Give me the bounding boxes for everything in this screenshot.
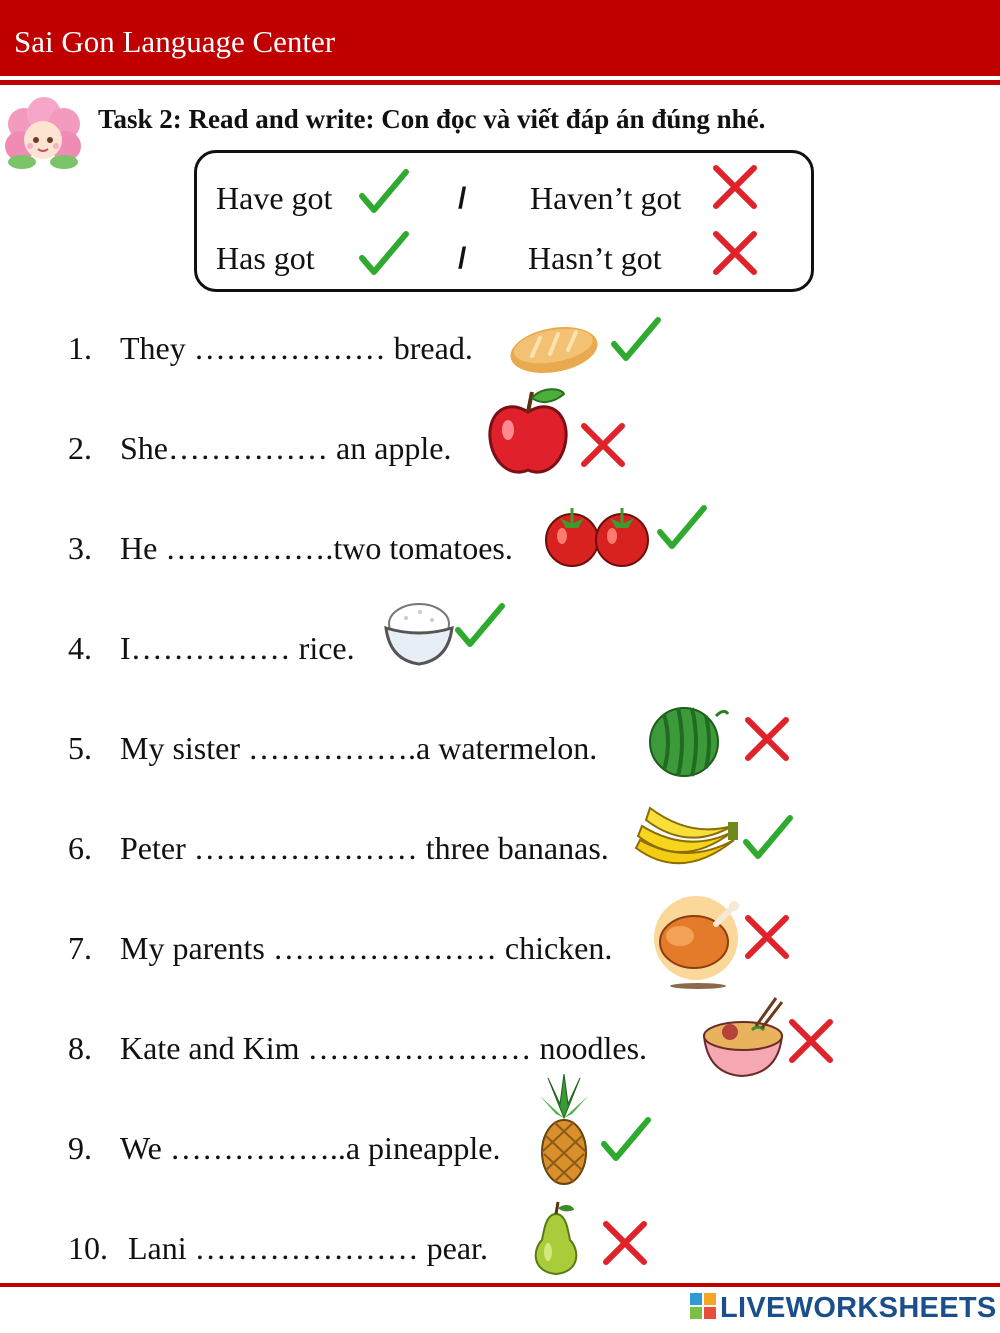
bread-icon [506,320,602,378]
question-text: My sister …………….a watermelon. [120,730,598,766]
cross-icon [710,228,760,278]
question-item [68,430,452,467]
question-text: Lani ………………… pear. [120,1230,488,1266]
cross-icon [786,1016,836,1066]
task-title: Task 2: Read and write: Con đọc và viết đáp án đúng nhé. [98,104,766,134]
question-number: 3. [68,530,92,566]
bananas-icon [632,796,742,878]
check-icon [742,812,794,862]
cross-icon [742,912,792,962]
question-item [68,730,597,767]
question-text: She…………… an apple. [120,430,452,466]
roast-chicken-icon [652,894,744,990]
liveworksheets-logo-icon [690,1293,716,1321]
noodles-icon [700,996,786,1082]
question-text: We ……………..a pineapple. [120,1130,501,1166]
question-text: My parents ………………… chicken. [120,930,613,966]
watermelon-icon [644,702,734,778]
question-number: 8. [68,1030,92,1066]
legend-separator: / [458,182,467,215]
question-item [68,1030,647,1067]
question-item [68,830,609,867]
question-number: 7. [68,930,92,966]
liveworksheets-wordmark: LIVEWORKSHEETS [720,1292,997,1324]
check-icon [600,1114,652,1164]
check-icon [454,600,506,650]
question-text: Kate and Kim ………………… noodles. [120,1030,648,1066]
question-item [68,630,355,667]
flower-mascot-icon [2,96,84,174]
check-icon [610,314,662,364]
question-number: 6. [68,830,92,866]
question-item [68,1230,488,1267]
question-text: They ……………… bread. [120,330,473,366]
question-number: 4. [68,630,92,666]
question-number: 9. [68,1130,92,1166]
question-number: 2. [68,430,92,466]
question-text: I…………… rice. [120,630,355,666]
cross-icon [600,1218,650,1268]
legend-separator: / [458,242,467,275]
question-item [68,330,473,367]
check-icon [656,502,708,552]
header-title: Sai Gon Language Center [14,24,336,59]
tomatoes-icon [542,500,652,568]
question-number: 5. [68,730,92,766]
pineapple-icon [534,1074,594,1186]
question-text: He …………….two tomatoes. [120,530,513,566]
apple-icon [486,384,570,478]
rice-bowl-icon [382,598,456,668]
legend-hasnt-got: Hasn’t got [528,240,662,276]
cross-icon [710,162,760,212]
header-divider [0,80,1000,85]
liveworksheets-logo [690,1292,997,1328]
legend-has-got: Has got [216,240,315,276]
question-number: 10. [68,1230,108,1266]
question-text: Peter ………………… three bananas. [120,830,609,866]
check-icon [358,228,410,278]
legend-havent-got: Haven’t got [530,180,682,216]
header-bar [0,0,1000,76]
cross-icon [742,714,792,764]
footer-divider [0,1283,1000,1287]
question-item [68,1130,500,1167]
pear-icon [528,1200,584,1276]
question-item [68,530,513,567]
question-item [68,930,612,967]
check-icon [358,166,410,216]
cross-icon [578,420,628,470]
question-number: 1. [68,330,92,366]
legend-have-got: Have got [216,180,333,216]
